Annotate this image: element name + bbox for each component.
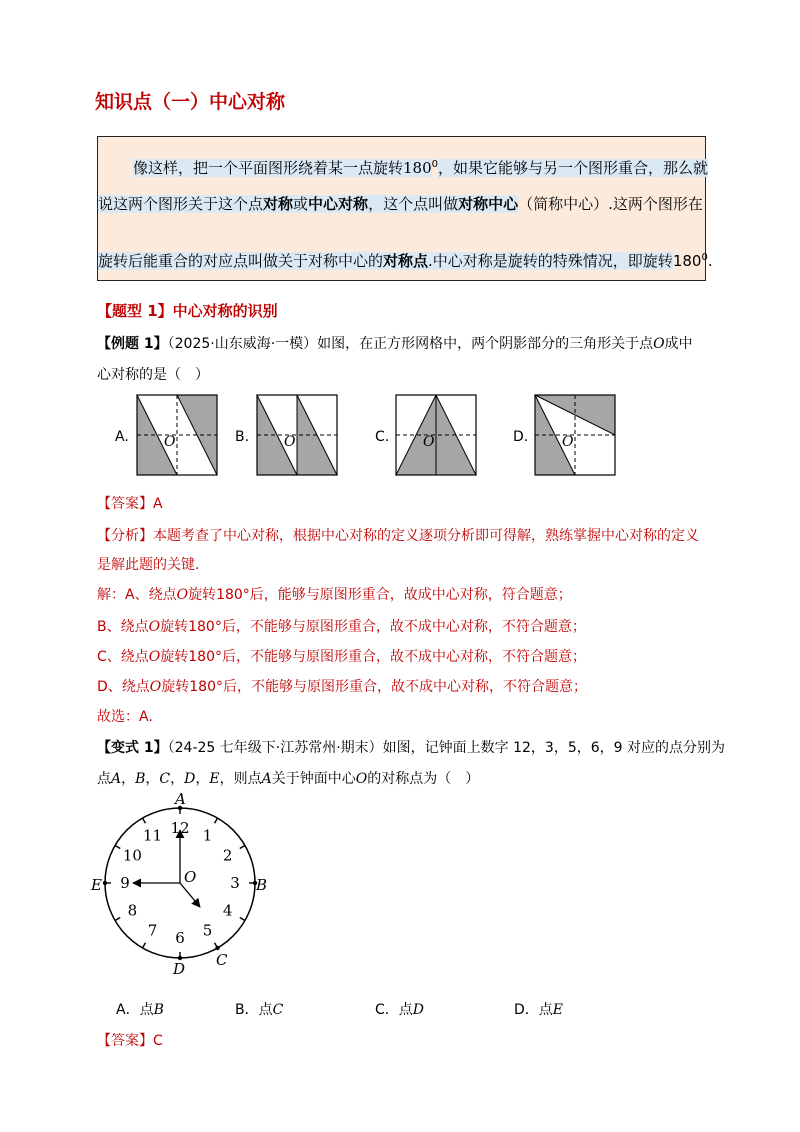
clock-number: 3 <box>230 874 240 892</box>
clock-tick <box>240 846 245 849</box>
clock-label-b: B <box>256 876 268 894</box>
clock-center-label: O <box>184 868 197 886</box>
clock-point-c <box>215 946 219 950</box>
clock-number: 1 <box>202 826 213 845</box>
figure-b-center: O <box>284 434 296 450</box>
clock-tick <box>143 943 146 948</box>
clock-tick <box>115 918 120 921</box>
clock-label-c: C <box>216 951 228 969</box>
solution-line-a: 解：A、绕点O旋转180°后，能够与原图形重合，故成中心对称，符合题意； <box>97 587 572 603</box>
definition-line-1: 像这样，把一个平面图形绕着某一点旋转$180^0$，如果它能够与另一个图形重合，那么就 <box>133 159 709 177</box>
clock-number: 8 <box>127 901 138 920</box>
figure-label-c: C. <box>375 429 390 445</box>
clock-number: 6 <box>175 929 185 947</box>
clock-number: 10 <box>122 846 142 865</box>
clock-tick <box>115 846 120 849</box>
option-a[interactable]: A．点B <box>116 1002 164 1018</box>
option-d[interactable]: D．点E <box>514 1002 564 1018</box>
section-title: 知识点（一）中心对称 <box>95 91 286 113</box>
clock-hand-4 <box>180 883 200 907</box>
figure-b <box>256 394 338 476</box>
clock-point-e <box>103 881 107 885</box>
topic-heading: 【题型 1】中心对称的识别 <box>97 302 278 320</box>
analysis-line-1: 【分析】本题考查了中心对称，根据中心对称的定义逐项分析即可得解，熟练掌握中心对称的定义 <box>97 528 699 544</box>
clock-label-e: E <box>91 876 102 894</box>
clock-tick <box>215 818 218 823</box>
definition-line-3: 旋转后能重合的对应点叫做关于对称中心的对称点.中心对称是旋转的特殊情况，即旋转$180^0$. <box>98 252 713 270</box>
definition-line-2: 说这两个图形关于这个点对称或中心对称，这个点叫做对称中心（简称中心）.这两个图形在 <box>98 195 703 213</box>
example-answer: 【答案】A <box>97 496 163 512</box>
figure-d-center: O <box>562 434 574 450</box>
figure-a <box>136 394 218 476</box>
figure-label-d: D. <box>513 429 529 445</box>
solution-line-b: B、绕点O旋转180°后，不能够与原图形重合，故不成中心对称，不符合题意； <box>97 619 586 635</box>
clock-number: 12 <box>170 819 190 837</box>
clock-number: 5 <box>202 921 213 940</box>
clock-figure <box>88 790 278 980</box>
example-question-line-1: 【例题 1】（2025·山东威海·一模）如图，在正方形网格中，两个阴影部分的三角形关于点O成中 <box>97 336 693 352</box>
variant-question-line-1: 【变式 1】（24-25 七年级下·江苏常州·期末）如图，记钟面上数字 12，3，5，6，9 对应的点分别为 <box>97 740 725 756</box>
solution-line-c: C、绕点O旋转180°后，不能够与原图形重合，故不成中心对称，不符合题意； <box>97 649 586 665</box>
clock-tick <box>143 818 146 823</box>
figure-d <box>534 394 616 476</box>
figure-c <box>395 394 477 476</box>
solution-final: 故选：A. <box>97 709 153 725</box>
definition-box <box>97 136 713 281</box>
clock-number: 9 <box>120 874 130 892</box>
figure-label-b: B. <box>235 429 250 445</box>
analysis-line-2: 是解此题的关键. <box>97 557 200 573</box>
clock-label-d: D <box>173 960 186 978</box>
figure-label-a: A. <box>115 429 129 445</box>
clock-number: 4 <box>222 901 233 920</box>
clock-tick <box>240 918 245 921</box>
variant-answer: 【答案】C <box>97 1033 163 1049</box>
example-question-line-2: 心对称的是（ ） <box>97 367 209 383</box>
option-b[interactable]: B．点C <box>235 1002 284 1018</box>
solution-line-d: D、绕点O旋转180°后，不能够与原图形重合，故不成中心对称，不符合题意； <box>97 679 587 695</box>
option-c[interactable]: C．点D <box>375 1002 425 1018</box>
clock-label-a: A <box>175 790 186 808</box>
figure-c-center: O <box>423 434 435 450</box>
clock-number: 11 <box>142 826 163 845</box>
figure-a-center: O <box>164 434 176 450</box>
clock-number: 7 <box>147 921 158 940</box>
clock-number: 2 <box>222 846 233 865</box>
variant-question-line-2: 点A，B，C，D，E，则点A关于钟面中心O的对称点为（ ） <box>97 771 480 787</box>
